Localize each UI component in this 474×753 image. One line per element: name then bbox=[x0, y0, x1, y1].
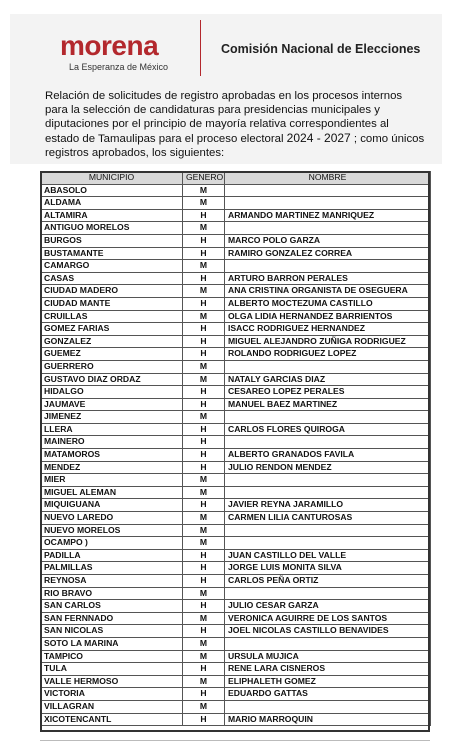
nombre-cell: ARMANDO MARTINEZ MANRIQUEZ bbox=[225, 209, 431, 222]
municipio-cell: HIDALGO bbox=[41, 386, 183, 399]
table-row bbox=[41, 335, 431, 348]
nombre-cell: RENE LARA CISNEROS bbox=[225, 663, 431, 676]
footer-line bbox=[40, 740, 430, 741]
electoral-period: 2024 - 2027 bbox=[286, 131, 351, 145]
table-row bbox=[41, 512, 431, 525]
nombre-cell: NATALY GARCIAS DIAZ bbox=[225, 373, 431, 386]
nombre-cell: CESAREO LOPEZ PERALES bbox=[225, 386, 431, 399]
genero-cell: H bbox=[183, 600, 225, 613]
genero-cell: M bbox=[183, 411, 225, 424]
genero-cell: M bbox=[183, 512, 225, 525]
table-row bbox=[41, 587, 431, 600]
nombre-cell: VERONICA AGUIRRE DE LOS SANTOS bbox=[225, 612, 431, 625]
nombre-cell: RAMIRO GONZALEZ CORREA bbox=[225, 247, 431, 260]
genero-cell: M bbox=[183, 373, 225, 386]
nombre-cell bbox=[225, 222, 431, 235]
table-row bbox=[41, 411, 431, 424]
genero-cell: M bbox=[183, 612, 225, 625]
table-row bbox=[41, 423, 431, 436]
table-row bbox=[41, 499, 431, 512]
genero-cell: M bbox=[183, 524, 225, 537]
intro-text-after: ; como únicos registros aprobados, los siguientes: bbox=[45, 133, 425, 159]
nombre-cell: MARIO MARROQUIN bbox=[225, 713, 431, 726]
genero-cell: H bbox=[183, 549, 225, 562]
nombre-cell: JULIO CESAR GARZA bbox=[225, 600, 431, 613]
table-row bbox=[41, 637, 431, 650]
table-row bbox=[41, 688, 431, 701]
municipio-cell: CIUDAD MADERO bbox=[41, 285, 183, 298]
intro-paragraph bbox=[45, 89, 425, 160]
table-row bbox=[41, 348, 431, 361]
municipio-cell: NUEVO MORELOS bbox=[41, 524, 183, 537]
genero-cell: M bbox=[183, 700, 225, 713]
table-row bbox=[41, 625, 431, 638]
nombre-cell: ROLANDO RODRIGUEZ LOPEZ bbox=[225, 348, 431, 361]
nombre-cell bbox=[225, 474, 431, 487]
municipio-cell: GOMEZ FARIAS bbox=[41, 323, 183, 336]
table-row bbox=[41, 713, 431, 726]
genero-cell: M bbox=[183, 197, 225, 210]
municipio-cell: GUSTAVO DIAZ ORDAZ bbox=[41, 373, 183, 386]
municipio-cell: SOTO LA MARINA bbox=[41, 637, 183, 650]
nombre-cell: JUAN CASTILLO DEL VALLE bbox=[225, 549, 431, 562]
genero-cell: H bbox=[183, 297, 225, 310]
municipio-cell: BURGOS bbox=[41, 234, 183, 247]
genero-cell: H bbox=[183, 234, 225, 247]
table-row bbox=[41, 575, 431, 588]
nombre-cell: CARLOS PEÑA ORTIZ bbox=[225, 575, 431, 588]
municipio-cell: MAINERO bbox=[41, 436, 183, 449]
municipio-cell: REYNOSA bbox=[41, 575, 183, 588]
table-row bbox=[41, 373, 431, 386]
organization-name: Comisión Nacional de Elecciones bbox=[221, 42, 421, 56]
genero-cell: M bbox=[183, 360, 225, 373]
nombre-cell bbox=[225, 184, 431, 197]
municipio-cell: OCAMPO ) bbox=[41, 537, 183, 550]
genero-cell: H bbox=[183, 423, 225, 436]
genero-cell: H bbox=[183, 713, 225, 726]
nombre-cell: JOEL NICOLAS CASTILLO BENAVIDES bbox=[225, 625, 431, 638]
municipio-cell: SAN NICOLAS bbox=[41, 625, 183, 638]
nombre-cell: MIGUEL ALEJANDRO ZUÑIGA RODRIGUEZ bbox=[225, 335, 431, 348]
genero-cell: M bbox=[183, 184, 225, 197]
table-row bbox=[41, 524, 431, 537]
genero-cell: M bbox=[183, 650, 225, 663]
municipio-cell: ALTAMIRA bbox=[41, 209, 183, 222]
genero-cell: H bbox=[183, 247, 225, 260]
table-header-row bbox=[41, 172, 431, 185]
nombre-cell: EDUARDO GATTAS bbox=[225, 688, 431, 701]
table-row bbox=[41, 663, 431, 676]
genero-cell: H bbox=[183, 335, 225, 348]
municipio-cell: CRUILLAS bbox=[41, 310, 183, 323]
nombre-cell bbox=[225, 360, 431, 373]
municipio-cell: GONZALEZ bbox=[41, 335, 183, 348]
municipio-cell: GUERRERO bbox=[41, 360, 183, 373]
nombre-cell bbox=[225, 436, 431, 449]
genero-cell: H bbox=[183, 323, 225, 336]
table-row bbox=[41, 449, 431, 462]
genero-cell: H bbox=[183, 348, 225, 361]
nombre-cell bbox=[225, 260, 431, 273]
table-row bbox=[41, 209, 431, 222]
nombre-cell: ELIPHALETH GOMEZ bbox=[225, 675, 431, 688]
genero-cell: H bbox=[183, 461, 225, 474]
table-row bbox=[41, 474, 431, 487]
nombre-cell: ALBERTO GRANADOS FAVILA bbox=[225, 449, 431, 462]
municipio-cell: NUEVO LAREDO bbox=[41, 512, 183, 525]
nombre-cell: ISACC RODRIGUEZ HERNANDEZ bbox=[225, 323, 431, 336]
municipio-cell: LLERA bbox=[41, 423, 183, 436]
column-header-nombre: NOMBRE bbox=[225, 172, 431, 185]
municipio-cell: JAUMAVE bbox=[41, 398, 183, 411]
nombre-cell: MANUEL BAEZ MARTINEZ bbox=[225, 398, 431, 411]
municipio-cell: BUSTAMANTE bbox=[41, 247, 183, 260]
table-row bbox=[41, 562, 431, 575]
municipio-cell: SAN CARLOS bbox=[41, 600, 183, 613]
municipio-cell: MENDEZ bbox=[41, 461, 183, 474]
nombre-cell bbox=[225, 537, 431, 550]
nombre-cell: ALBERTO MOCTEZUMA CASTILLO bbox=[225, 297, 431, 310]
genero-cell: M bbox=[183, 637, 225, 650]
municipio-cell: ALDAMA bbox=[41, 197, 183, 210]
municipio-cell: CASAS bbox=[41, 272, 183, 285]
morena-logo: morena bbox=[60, 30, 159, 61]
nombre-cell bbox=[225, 197, 431, 210]
genero-cell: M bbox=[183, 222, 225, 235]
municipio-cell: JIMENEZ bbox=[41, 411, 183, 424]
table-row bbox=[41, 386, 431, 399]
genero-cell: M bbox=[183, 486, 225, 499]
table-row bbox=[41, 234, 431, 247]
nombre-cell: ARTURO BARRON PERALES bbox=[225, 272, 431, 285]
genero-cell: H bbox=[183, 398, 225, 411]
column-header-municipio: MUNICIPIO bbox=[41, 172, 183, 185]
table-row bbox=[41, 360, 431, 373]
municipio-cell: VALLE HERMOSO bbox=[41, 675, 183, 688]
table-row bbox=[41, 461, 431, 474]
municipio-cell: VICTORIA bbox=[41, 688, 183, 701]
intro-text-before: Relación de solicitudes de registro aprobadas en los procesos internos para la selección de candidaturas para presidencias municipales y diputaciones por el principio de mayoría relativa correspondientes al estado de Tamaulipas para el proceso electoral bbox=[45, 90, 403, 145]
nombre-cell bbox=[225, 524, 431, 537]
genero-cell: M bbox=[183, 537, 225, 550]
genero-cell: H bbox=[183, 575, 225, 588]
nombre-cell: CARLOS FLORES QUIROGA bbox=[225, 423, 431, 436]
table-row bbox=[41, 612, 431, 625]
municipio-cell: TAMPICO bbox=[41, 650, 183, 663]
table-row bbox=[41, 700, 431, 713]
table-row bbox=[41, 675, 431, 688]
nombre-cell bbox=[225, 700, 431, 713]
table-row bbox=[41, 323, 431, 336]
genero-cell: H bbox=[183, 449, 225, 462]
municipio-cell: ANTIGUO MORELOS bbox=[41, 222, 183, 235]
registrations-table bbox=[40, 171, 431, 726]
table-row bbox=[41, 650, 431, 663]
table-row bbox=[41, 272, 431, 285]
table-row bbox=[41, 184, 431, 197]
table-row bbox=[41, 436, 431, 449]
nombre-cell: MARCO POLO GARZA bbox=[225, 234, 431, 247]
municipio-cell: PADILLA bbox=[41, 549, 183, 562]
table-row bbox=[41, 537, 431, 550]
municipio-cell: CIUDAD MANTE bbox=[41, 297, 183, 310]
nombre-cell: CARMEN LILIA CANTUROSAS bbox=[225, 512, 431, 525]
header-divider bbox=[200, 20, 201, 76]
municipio-cell: MATAMOROS bbox=[41, 449, 183, 462]
municipio-cell: GUEMEZ bbox=[41, 348, 183, 361]
table-row bbox=[41, 260, 431, 273]
municipio-cell: MIER bbox=[41, 474, 183, 487]
table-row bbox=[41, 549, 431, 562]
genero-cell: H bbox=[183, 209, 225, 222]
nombre-cell: JULIO RENDON MENDEZ bbox=[225, 461, 431, 474]
municipio-cell: PALMILLAS bbox=[41, 562, 183, 575]
municipio-cell: RIO BRAVO bbox=[41, 587, 183, 600]
genero-cell: H bbox=[183, 663, 225, 676]
genero-cell: M bbox=[183, 285, 225, 298]
table-row bbox=[41, 247, 431, 260]
municipio-cell: VILLAGRAN bbox=[41, 700, 183, 713]
table-row bbox=[41, 486, 431, 499]
table-row bbox=[41, 398, 431, 411]
table-row bbox=[41, 285, 431, 298]
genero-cell: H bbox=[183, 386, 225, 399]
nombre-cell: OLGA LIDIA HERNANDEZ BARRIENTOS bbox=[225, 310, 431, 323]
genero-cell: H bbox=[183, 688, 225, 701]
nombre-cell: URSULA MUJICA bbox=[225, 650, 431, 663]
genero-cell: H bbox=[183, 499, 225, 512]
municipio-cell: MIGUEL ALEMAN bbox=[41, 486, 183, 499]
nombre-cell bbox=[225, 411, 431, 424]
table-row bbox=[41, 310, 431, 323]
municipio-cell: XICOTENCANTL bbox=[41, 713, 183, 726]
nombre-cell: ANA CRISTINA ORGANISTA DE OSEGUERA bbox=[225, 285, 431, 298]
genero-cell: M bbox=[183, 474, 225, 487]
table-row bbox=[41, 197, 431, 210]
municipio-cell: TULA bbox=[41, 663, 183, 676]
logo-tagline: La Esperanza de México bbox=[69, 62, 169, 72]
genero-cell: M bbox=[183, 310, 225, 323]
genero-cell: M bbox=[183, 260, 225, 273]
nombre-cell bbox=[225, 637, 431, 650]
nombre-cell: JORGE LUIS MONITA SILVA bbox=[225, 562, 431, 575]
genero-cell: M bbox=[183, 675, 225, 688]
genero-cell: H bbox=[183, 625, 225, 638]
genero-cell: M bbox=[183, 587, 225, 600]
genero-cell: H bbox=[183, 436, 225, 449]
municipio-cell: SAN FERNNADO bbox=[41, 612, 183, 625]
column-header-genero: GENERO bbox=[183, 172, 225, 185]
nombre-cell bbox=[225, 587, 431, 600]
genero-cell: H bbox=[183, 272, 225, 285]
municipio-cell: ABASOLO bbox=[41, 184, 183, 197]
genero-cell: H bbox=[183, 562, 225, 575]
nombre-cell: JAVIER REYNA JARAMILLO bbox=[225, 499, 431, 512]
municipio-cell: MIQUIGUANA bbox=[41, 499, 183, 512]
table-row bbox=[41, 297, 431, 310]
table-row bbox=[41, 600, 431, 613]
nombre-cell bbox=[225, 486, 431, 499]
table-row bbox=[41, 222, 431, 235]
municipio-cell: CAMARGO bbox=[41, 260, 183, 273]
